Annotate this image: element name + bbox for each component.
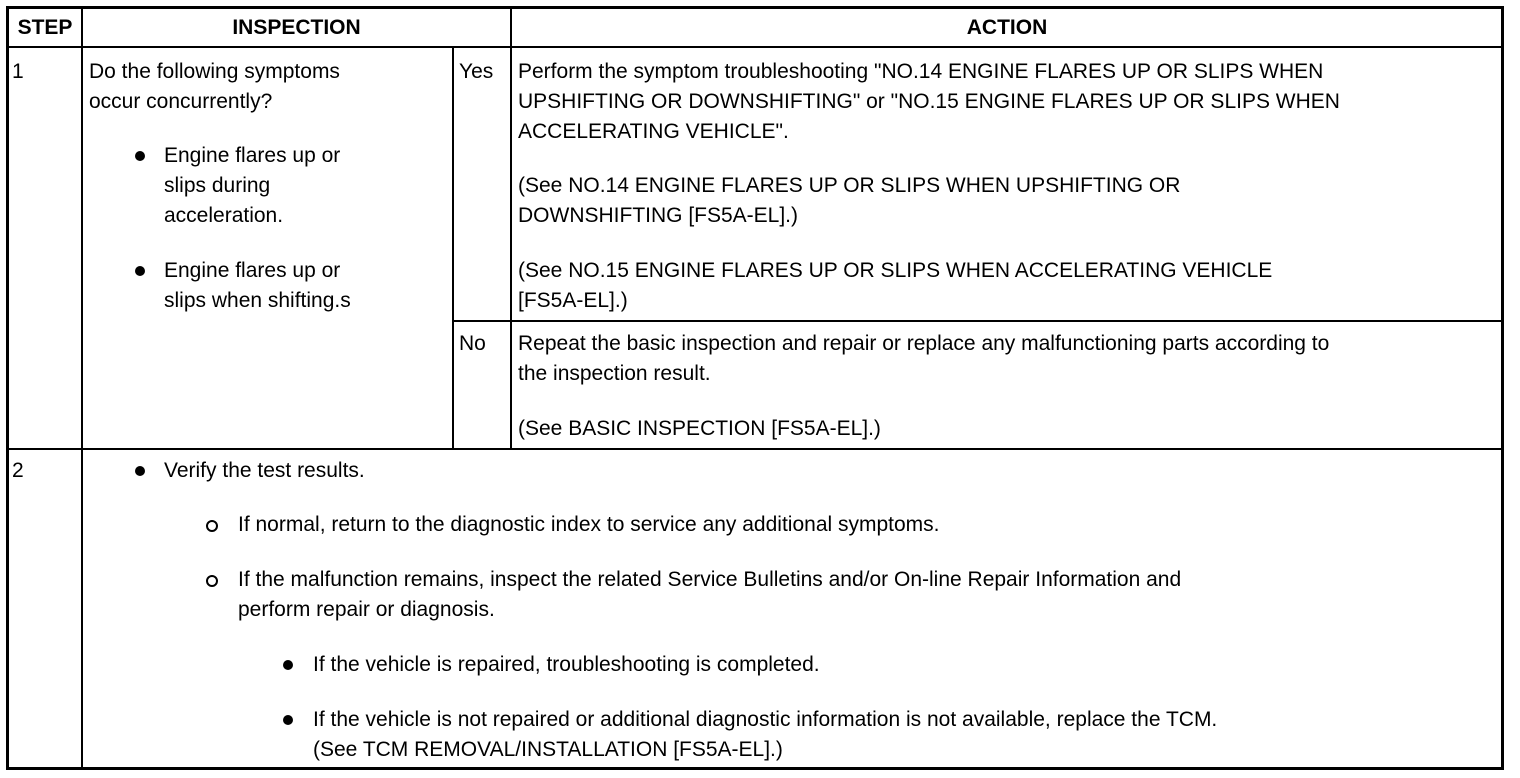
step1-bullet2-line2: slips when shifting.s — [164, 289, 351, 312]
step1-question-line2: occur concurrently? — [89, 90, 273, 113]
yes-see1-line2: DOWNSHIFTING [FS5A-EL].) — [518, 204, 799, 227]
step1-number: 1 — [12, 60, 24, 83]
step2-normal: If normal, return to the diagnostic index to service any additional symptoms. — [238, 513, 940, 536]
step1-bullet1-line1: Engine flares up or — [164, 144, 341, 167]
no-see: (See BASIC INSPECTION [FS5A-EL].) — [518, 417, 881, 440]
yes-label: Yes — [459, 60, 494, 83]
no-action-line2: the inspection result. — [518, 362, 711, 385]
step1-bottom-rule — [6, 448, 1504, 450]
sub-bullet-icon — [206, 520, 218, 532]
header-action: ACTION — [966, 16, 1048, 39]
step2-remains-line1: If the malfunction remains, inspect the related Service Bulletins and/or On-line Repair Information and — [238, 568, 1182, 591]
yes-action-line2: UPSHIFTING OR DOWNSHIFTING" or "NO.15 ENGINE FLARES UP OR SLIPS WHEN — [518, 90, 1340, 113]
step1-bullet2-line1: Engine flares up or — [164, 259, 341, 282]
yes-see2-line1: (See NO.15 ENGINE FLARES UP OR SLIPS WHEN ACCELERATING VEHICLE — [518, 259, 1273, 282]
bullet-icon — [283, 715, 293, 725]
step-column-rule — [81, 6, 83, 770]
bullet-icon — [135, 151, 145, 161]
step2-repaired: If the vehicle is repaired, troubleshooting is completed. — [313, 653, 820, 676]
no-action-line1: Repeat the basic inspection and repair or replace any malfunctioning parts according to — [518, 332, 1330, 355]
yes-see1-line1: (See NO.14 ENGINE FLARES UP OR SLIPS WHEN UPSHIFTING OR — [518, 174, 1181, 197]
yes-see2-line2: [FS5A-EL].) — [518, 289, 628, 312]
step2-verify: Verify the test results. — [164, 459, 365, 482]
yes-action-line1: Perform the symptom troubleshooting "NO.14 ENGINE FLARES UP OR SLIPS WHEN — [518, 60, 1324, 83]
header-step: STEP — [17, 16, 73, 39]
sub-bullet-icon — [206, 575, 218, 587]
inspection-column-rule — [452, 48, 454, 448]
step1-question-line1: Do the following symptoms — [89, 60, 340, 83]
step1-bullet1-line3: acceleration. — [164, 204, 284, 227]
action-column-rule — [510, 6, 512, 448]
header-bottom-rule — [6, 46, 1504, 48]
bullet-icon — [135, 266, 145, 276]
step2-not-repaired-line1: If the vehicle is not repaired or additional diagnostic information is not available, replace the TCM. — [313, 708, 1218, 731]
step1-bullet1-line2: slips during — [164, 174, 271, 197]
header-inspection: INSPECTION — [232, 16, 361, 39]
yes-no-rule — [452, 320, 1504, 322]
bullet-icon — [135, 466, 145, 476]
yes-action-line3: ACCELERATING VEHICLE". — [518, 120, 789, 143]
no-label: No — [459, 332, 486, 355]
bullet-icon — [283, 660, 293, 670]
step2-number: 2 — [12, 459, 24, 482]
step2-not-repaired-line2: (See TCM REMOVAL/INSTALLATION [FS5A-EL].) — [313, 738, 783, 761]
step2-remains-line2: perform repair or diagnosis. — [238, 598, 495, 621]
